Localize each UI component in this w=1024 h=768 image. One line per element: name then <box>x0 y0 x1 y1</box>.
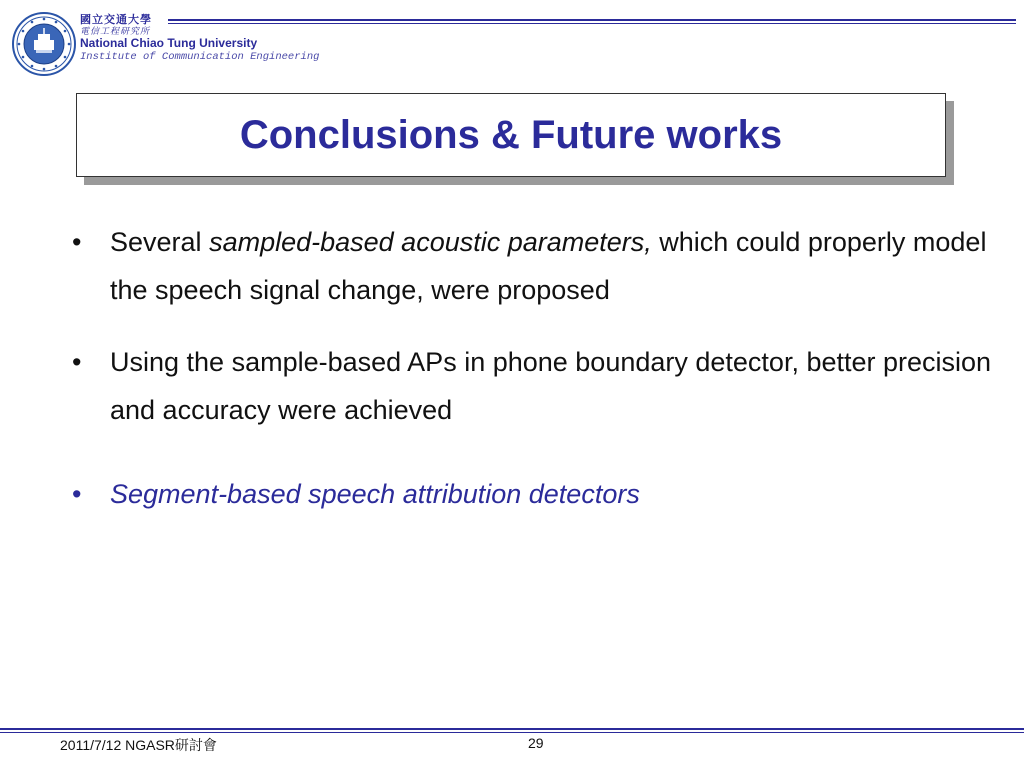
page-number: 29 <box>528 735 544 751</box>
header-divider-thin <box>168 23 1016 24</box>
bullet-marker: • <box>72 479 82 509</box>
bullet-item <box>72 338 992 434</box>
bullet-text-pre: Several <box>110 227 210 257</box>
nctu-seal-icon <box>12 12 76 76</box>
bullet-marker: • <box>72 227 82 257</box>
footer-divider <box>0 728 1024 730</box>
bullet-text-post: which could properly model the speech signal change, were proposed <box>110 227 987 305</box>
slide-title: Conclusions & Future works <box>239 112 783 157</box>
bullet-text: Segment-based speech attribution detectors <box>110 479 640 509</box>
bullet-list <box>72 218 992 518</box>
bullet-item <box>72 218 992 314</box>
title-box <box>76 93 946 177</box>
university-name-zh: 國立交通大學 <box>80 13 152 26</box>
university-name-en: National Chiao Tung University <box>80 35 258 50</box>
header-divider <box>168 19 1016 21</box>
institute-name-zh: 電信工程研究所 <box>80 26 151 37</box>
footer-divider-thin <box>0 732 1024 733</box>
slide-header <box>0 0 1024 80</box>
university-block <box>80 14 319 63</box>
bullet-marker: • <box>72 347 82 377</box>
bullet-item-highlight <box>72 470 992 518</box>
institute-name-en: Institute of Communication Engineering <box>80 50 320 63</box>
footer-date-event: 2011/7/12 NGASR研討會 <box>60 737 217 753</box>
bullet-text: Using the sample-based APs in phone boundary detector, better precision and accuracy were achieved <box>110 347 992 425</box>
bullet-text-italic: sampled-based acoustic parameters, <box>209 227 652 257</box>
